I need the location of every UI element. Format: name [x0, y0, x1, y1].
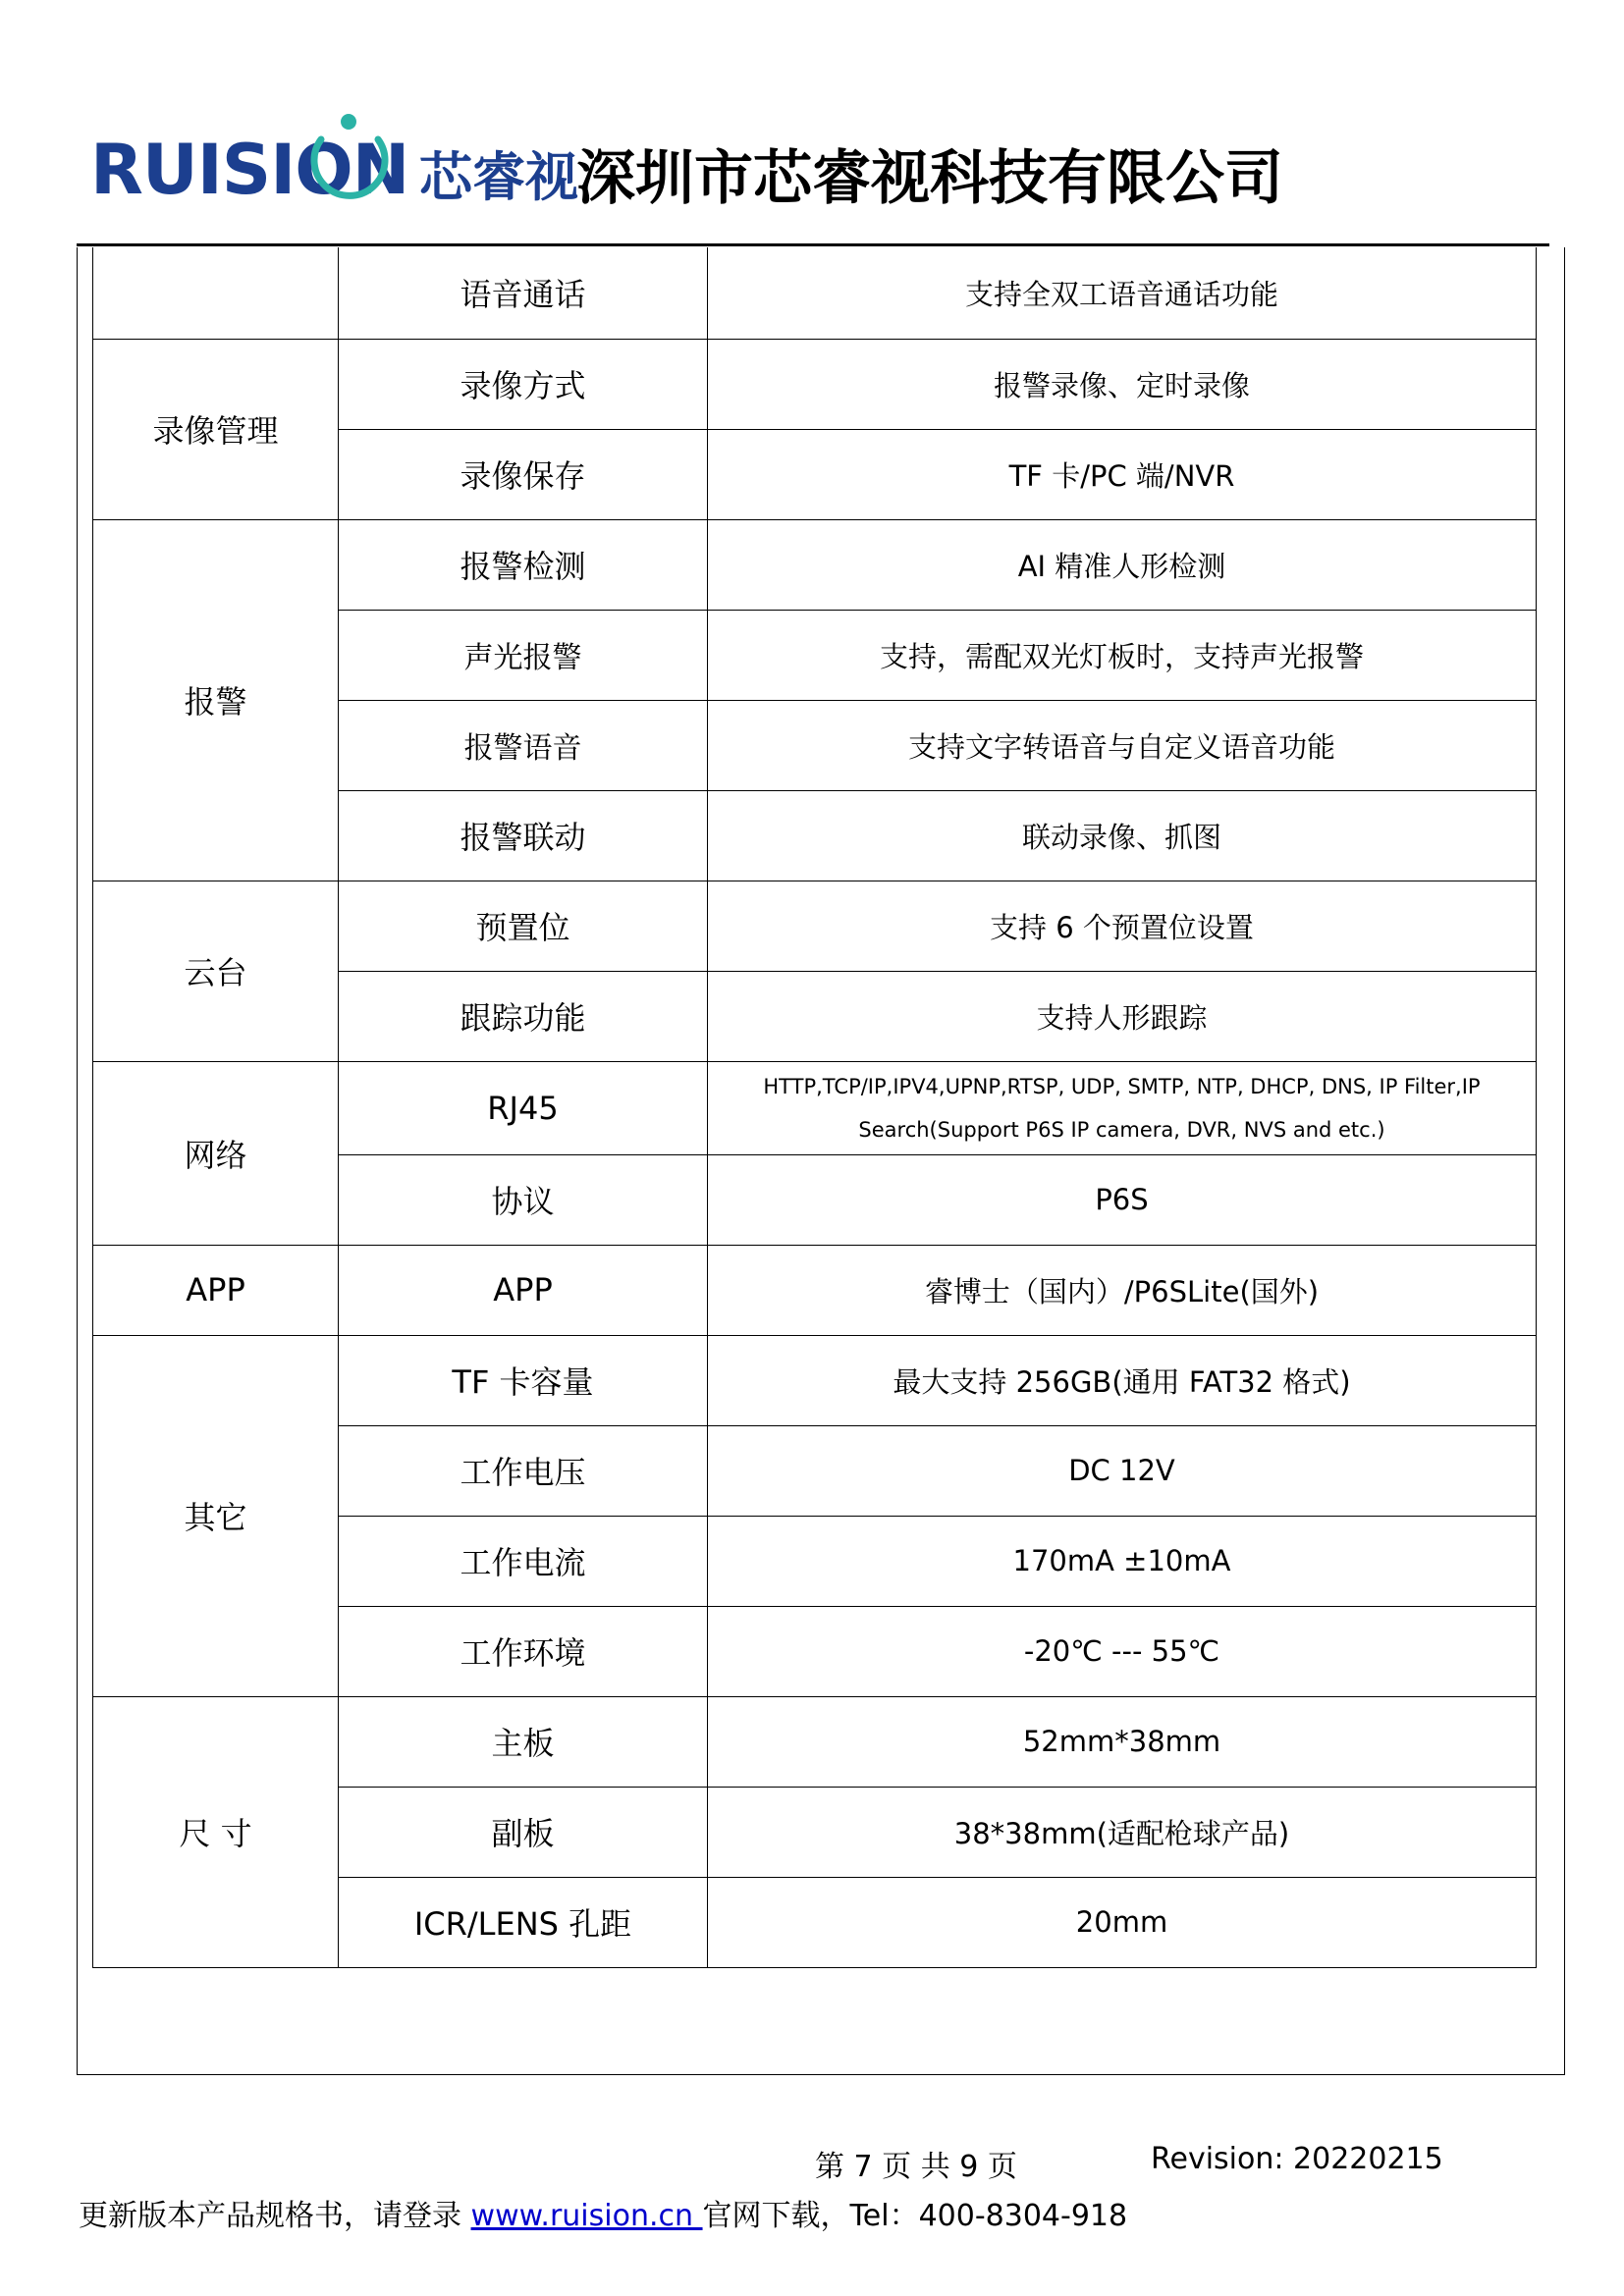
- value-cell: 52mm*38mm: [708, 1696, 1537, 1787]
- website-link[interactable]: www.ruision.cn: [470, 2199, 703, 2233]
- item-cell: 语音通话: [339, 247, 708, 339]
- value-cell: 38*38mm(适配枪球产品): [708, 1787, 1537, 1877]
- company-logo: [90, 110, 1283, 228]
- item-cell: 副板: [339, 1787, 708, 1877]
- item-cell: 协议: [339, 1154, 708, 1245]
- item-cell: 工作环境: [339, 1606, 708, 1696]
- company-name: 深圳市芯睿视科技有限公司: [576, 144, 1283, 213]
- value-cell: -20℃ --- 55℃: [708, 1606, 1537, 1696]
- item-cell: 录像方式: [339, 339, 708, 429]
- value-line: HTTP,TCP/IP,IPV4,UPNP,RTSP, UDP, SMTP, NTP, DHCP, DNS, IP Filter,IP: [763, 1074, 1481, 1098]
- category-cell: 其它: [93, 1335, 339, 1696]
- value-cell: 170mA ±10mA: [708, 1516, 1537, 1606]
- category-cell: 报警: [93, 519, 339, 881]
- item-cell: 报警语音: [339, 700, 708, 790]
- item-cell: 报警联动: [339, 790, 708, 881]
- item-cell: 工作电压: [339, 1425, 708, 1516]
- value-cell: 联动录像、抓图: [708, 790, 1537, 881]
- page-number: 第 7 页 共 9 页: [815, 2150, 1017, 2184]
- value-cell: 最大支持 256GB(通用 FAT32 格式): [708, 1335, 1537, 1425]
- value-cell: 睿博士（国内）/P6SLite(国外): [708, 1245, 1537, 1335]
- spec-table: [92, 247, 1537, 1968]
- value-cell: 支持全双工语音通话功能: [708, 247, 1537, 339]
- item-cell: 工作电流: [339, 1516, 708, 1606]
- footer-suffix: 官网下载，Tel：400-8304-918: [702, 2199, 1128, 2233]
- table-row: [93, 881, 1537, 971]
- revision-label: Revision: 20220215: [1151, 2142, 1443, 2176]
- value-cell: AI 精准人形检测: [708, 519, 1537, 610]
- item-cell: 跟踪功能: [339, 971, 708, 1061]
- table-row: [93, 519, 1537, 610]
- table-row: [93, 1335, 1537, 1425]
- value-cell: P6S: [708, 1154, 1537, 1245]
- item-cell: TF 卡容量: [339, 1335, 708, 1425]
- item-cell: 录像保存: [339, 429, 708, 519]
- value-line: Search(Support P6S IP camera, DVR, NVS and etc.): [858, 1117, 1385, 1142]
- value-cell: 20mm: [708, 1877, 1537, 1967]
- category-cell: [93, 247, 339, 339]
- table-row: [93, 339, 1537, 429]
- logo-ring-icon: [301, 110, 396, 214]
- category-cell: 网络: [93, 1061, 339, 1245]
- value-cell: TF 卡/PC 端/NVR: [708, 429, 1537, 519]
- value-cell: DC 12V: [708, 1425, 1537, 1516]
- item-cell: ICR/LENS 孔距: [339, 1877, 708, 1967]
- item-cell: 报警检测: [339, 519, 708, 610]
- footer-note: [79, 2191, 1127, 2234]
- footer-prefix: 更新版本产品规格书，请登录: [79, 2199, 471, 2233]
- value-cell: [708, 1061, 1537, 1154]
- item-cell: 预置位: [339, 881, 708, 971]
- value-cell: 支持人形跟踪: [708, 971, 1537, 1061]
- category-cell: 云台: [93, 881, 339, 1061]
- value-cell: 支持，需配双光灯板时，支持声光报警: [708, 610, 1537, 700]
- category-cell: 尺 寸: [93, 1696, 339, 1967]
- item-cell: APP: [339, 1245, 708, 1335]
- value-cell: 报警录像、定时录像: [708, 339, 1537, 429]
- item-cell: 声光报警: [339, 610, 708, 700]
- table-row: [93, 1696, 1537, 1787]
- item-cell: 主板: [339, 1696, 708, 1787]
- category-cell: 录像管理: [93, 339, 339, 519]
- value-cell: 支持 6 个预置位设置: [708, 881, 1537, 971]
- table-row: [93, 1245, 1537, 1335]
- table-row: [93, 247, 1537, 339]
- table-row: [93, 1061, 1537, 1154]
- brand-cn-name: 芯睿视: [419, 146, 578, 208]
- category-cell: APP: [93, 1245, 339, 1335]
- header-divider: [77, 243, 1549, 246]
- value-cell: 支持文字转语音与自定义语音功能: [708, 700, 1537, 790]
- item-cell: RJ45: [339, 1061, 708, 1154]
- brand-wordmark: RUISION: [90, 130, 409, 210]
